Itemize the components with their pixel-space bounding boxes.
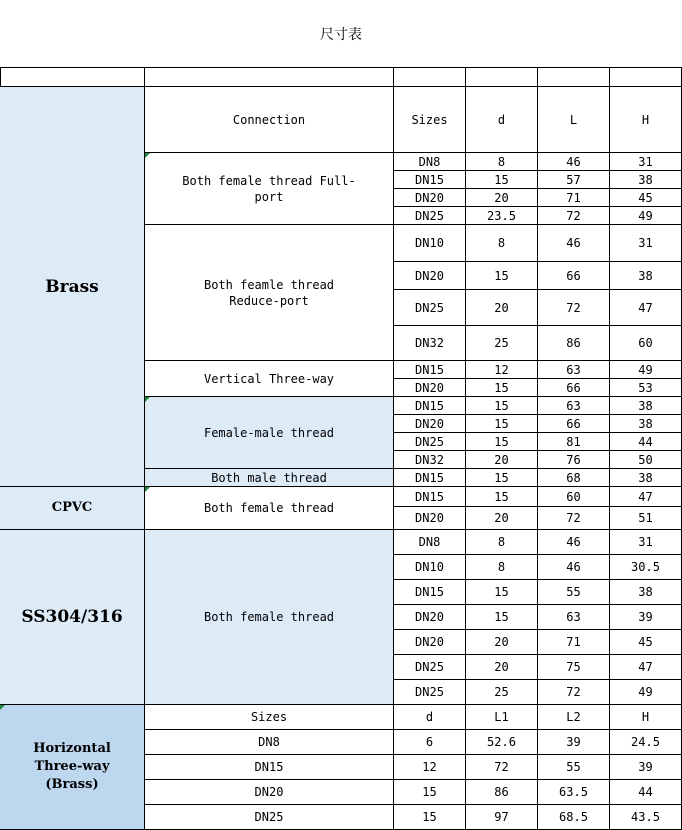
horizontal-cell-L1: 72 [466, 755, 538, 780]
cell-H: 45 [610, 189, 682, 207]
cell-d: 15 [466, 379, 538, 397]
cell-size: DN25 [394, 207, 466, 225]
horizontal-cell-size: DN25 [145, 805, 394, 830]
horizontal-cell-d: 15 [394, 780, 466, 805]
cell-size: DN20 [394, 379, 466, 397]
cell-L: 63 [538, 605, 610, 630]
cell-H: 51 [610, 507, 682, 530]
cell-L: 57 [538, 171, 610, 189]
cell-L: 63 [538, 361, 610, 379]
cell-H: 38 [610, 469, 682, 487]
cell-H: 49 [610, 680, 682, 705]
cell-size: DN25 [394, 433, 466, 451]
blank-header-cell [0, 68, 145, 87]
cell-size: DN10 [394, 225, 466, 262]
cell-d: 15 [466, 433, 538, 451]
cell-H: 38 [610, 262, 682, 290]
cell-size: DN25 [394, 680, 466, 705]
header-H: H [610, 87, 682, 153]
cell-L: 66 [538, 262, 610, 290]
cell-L: 46 [538, 225, 610, 262]
blank-header-cell [610, 68, 682, 87]
cell-size: DN10 [394, 555, 466, 580]
cell-size: DN15 [394, 469, 466, 487]
cell-L: 72 [538, 290, 610, 326]
category-horizontal-three-way: Horizontal Three-way (Brass) [0, 705, 145, 830]
horizontal-cell-L2: 68.5 [538, 805, 610, 830]
cell-size: DN20 [394, 507, 466, 530]
cell-d: 8 [466, 530, 538, 555]
cell-d: 8 [466, 153, 538, 171]
cell-d: 15 [466, 397, 538, 415]
cell-H: 30.5 [610, 555, 682, 580]
cell-L: 63 [538, 397, 610, 415]
cell-L: 81 [538, 433, 610, 451]
cell-d: 15 [466, 262, 538, 290]
blank-header-cell [145, 68, 394, 87]
blank-header-cell [538, 68, 610, 87]
cell-d: 23.5 [466, 207, 538, 225]
cell-size: DN15 [394, 397, 466, 415]
cell-H: 31 [610, 153, 682, 171]
horizontal-cell-L2: 55 [538, 755, 610, 780]
cell-L: 46 [538, 530, 610, 555]
category-brass: Brass [0, 87, 145, 487]
horizontal-cell-L1: 52.6 [466, 730, 538, 755]
cell-H: 31 [610, 530, 682, 555]
cell-size: DN8 [394, 153, 466, 171]
header-sizes: Sizes [394, 87, 466, 153]
cell-H: 53 [610, 379, 682, 397]
cell-H: 38 [610, 415, 682, 433]
horizontal-cell-H: 44 [610, 780, 682, 805]
horizontal-cell-size: DN20 [145, 780, 394, 805]
cell-H: 31 [610, 225, 682, 262]
cell-d: 20 [466, 630, 538, 655]
cell-d: 20 [466, 507, 538, 530]
horizontal-cell-size: DN8 [145, 730, 394, 755]
cell-H: 49 [610, 361, 682, 379]
cell-L: 55 [538, 580, 610, 605]
horizontal-cell-L1: 97 [466, 805, 538, 830]
cell-size: DN15 [394, 487, 466, 507]
cell-L: 68 [538, 469, 610, 487]
header-horizontal-L2: L2 [538, 705, 610, 730]
horizontal-cell-L2: 63.5 [538, 780, 610, 805]
horizontal-cell-L1: 86 [466, 780, 538, 805]
cell-d: 15 [466, 171, 538, 189]
horizontal-cell-H: 24.5 [610, 730, 682, 755]
cell-L: 60 [538, 487, 610, 507]
connection-type-g1: Both female thread Full- port [145, 153, 394, 225]
header-d: d [466, 87, 538, 153]
cell-d: 8 [466, 225, 538, 262]
horizontal-cell-d: 6 [394, 730, 466, 755]
header-horizontal-sizes: Sizes [145, 705, 394, 730]
cell-size: DN15 [394, 171, 466, 189]
cell-size: DN15 [394, 580, 466, 605]
cell-d: 8 [466, 555, 538, 580]
category-cpvc: CPVC [0, 487, 145, 530]
cell-H: 44 [610, 433, 682, 451]
cell-L: 46 [538, 555, 610, 580]
cell-L: 66 [538, 379, 610, 397]
page-title: 尺寸表 [0, 0, 682, 68]
horizontal-cell-size: DN15 [145, 755, 394, 780]
cell-size: DN25 [394, 655, 466, 680]
cell-H: 50 [610, 451, 682, 469]
cell-d: 12 [466, 361, 538, 379]
connection-type-g6: Both female thread [145, 487, 394, 530]
horizontal-cell-H: 39 [610, 755, 682, 780]
cell-d: 20 [466, 189, 538, 207]
connection-type-g5: Both male thread [145, 469, 394, 487]
header-horizontal-H: H [610, 705, 682, 730]
cell-d: 25 [466, 326, 538, 361]
cell-L: 46 [538, 153, 610, 171]
cell-H: 38 [610, 397, 682, 415]
blank-header-cell [394, 68, 466, 87]
cell-H: 39 [610, 605, 682, 630]
cell-size: DN25 [394, 290, 466, 326]
cell-size: DN20 [394, 262, 466, 290]
cell-L: 71 [538, 630, 610, 655]
cell-d: 15 [466, 415, 538, 433]
cell-d: 20 [466, 451, 538, 469]
cell-L: 72 [538, 207, 610, 225]
cell-size: DN20 [394, 189, 466, 207]
connection-type-g3: Vertical Three-way [145, 361, 394, 397]
cell-H: 45 [610, 630, 682, 655]
cell-H: 38 [610, 580, 682, 605]
cell-L: 76 [538, 451, 610, 469]
cell-L: 66 [538, 415, 610, 433]
cell-d: 15 [466, 580, 538, 605]
cell-d: 20 [466, 655, 538, 680]
connection-type-g7: Both female thread [145, 530, 394, 705]
blank-header-cell [466, 68, 538, 87]
cell-size: DN8 [394, 530, 466, 555]
cell-H: 47 [610, 290, 682, 326]
cell-L: 86 [538, 326, 610, 361]
cell-H: 60 [610, 326, 682, 361]
cell-L: 75 [538, 655, 610, 680]
header-horizontal-d: d [394, 705, 466, 730]
cell-L: 72 [538, 507, 610, 530]
category-ss304-316: SS304/316 [0, 530, 145, 705]
header-L: L [538, 87, 610, 153]
cell-d: 25 [466, 680, 538, 705]
cell-size: DN20 [394, 605, 466, 630]
cell-H: 49 [610, 207, 682, 225]
cell-L: 72 [538, 680, 610, 705]
cell-size: DN20 [394, 630, 466, 655]
connection-type-g4: Female-male thread [145, 397, 394, 469]
horizontal-cell-d: 15 [394, 805, 466, 830]
header-connection: Connection [145, 87, 394, 153]
cell-H: 47 [610, 655, 682, 680]
cell-d: 20 [466, 290, 538, 326]
cell-size: DN15 [394, 361, 466, 379]
cell-size: DN20 [394, 415, 466, 433]
connection-type-g2: Both feamle thread Reduce-port [145, 225, 394, 361]
cell-d: 15 [466, 487, 538, 507]
horizontal-cell-H: 43.5 [610, 805, 682, 830]
cell-H: 38 [610, 171, 682, 189]
cell-d: 15 [466, 469, 538, 487]
horizontal-cell-L2: 39 [538, 730, 610, 755]
horizontal-cell-d: 12 [394, 755, 466, 780]
cell-size: DN32 [394, 326, 466, 361]
cell-d: 15 [466, 605, 538, 630]
cell-L: 71 [538, 189, 610, 207]
cell-size: DN32 [394, 451, 466, 469]
header-horizontal-L1: L1 [466, 705, 538, 730]
cell-H: 47 [610, 487, 682, 507]
